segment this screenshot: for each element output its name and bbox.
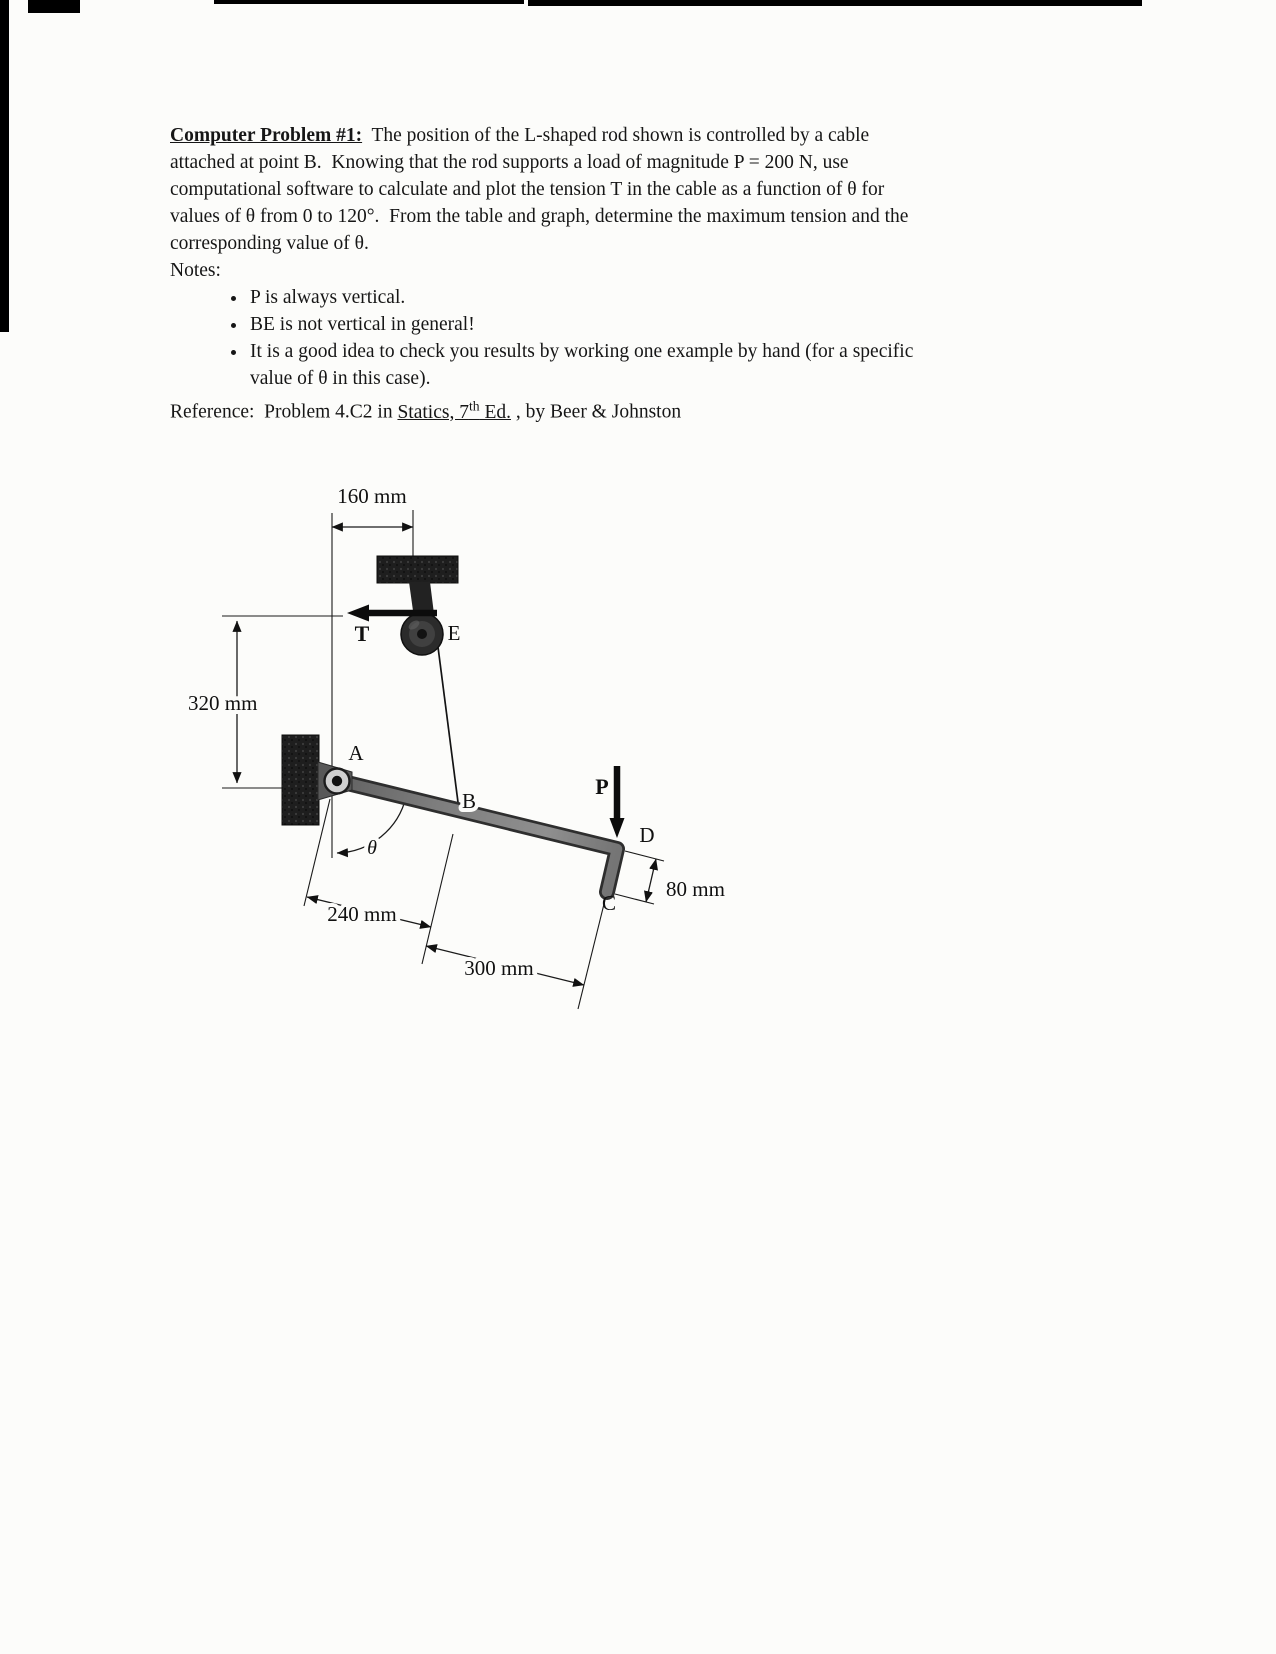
label-p: P	[595, 774, 609, 799]
label-e: E	[447, 621, 461, 645]
pulley-hub	[417, 629, 427, 639]
reference-line	[170, 392, 1070, 426]
cable	[438, 647, 459, 810]
dimension-label-240: 240 mm	[327, 902, 397, 926]
note-item: • BE is not vertical in general!	[248, 311, 1070, 338]
problem-statement	[170, 122, 1070, 426]
problem-first-line	[170, 122, 1070, 149]
label-c: C	[601, 891, 617, 915]
load-arrowhead	[610, 818, 625, 838]
scan-artifact-top-line-1	[214, 0, 524, 4]
extension-line-b	[422, 834, 453, 964]
extension-line-c	[578, 900, 605, 1009]
label-theta: θ	[367, 837, 377, 859]
problem-title: Computer Problem #1:	[170, 125, 363, 146]
wall-mount	[282, 735, 319, 825]
problem-intro-line: attached at point B. Knowing that the rod supports a load of magnitude P = 200 N, use	[170, 152, 849, 173]
notes-label: Notes:	[170, 260, 221, 281]
reference-superscript: th	[468, 398, 480, 413]
reference-prefix: Reference: Problem 4.C2 in	[170, 401, 398, 423]
tension-arrowhead	[347, 605, 369, 622]
dimension-label-80: 80 mm	[666, 877, 725, 901]
label-a: A	[348, 741, 364, 765]
problem-intro-line: computational software to calculate and plot the tension T in the cable as a function of θ for	[170, 179, 885, 200]
scan-artifact-top-line-2	[528, 0, 1142, 6]
scan-artifact-left-bar	[0, 0, 9, 332]
pivot-a-pin	[332, 776, 342, 786]
problem-intro-line: values of θ from 0 to 120°. From the table and graph, determine the maximum tension and the	[170, 206, 909, 227]
label-d: D	[639, 823, 655, 847]
dimension-label-300: 300 mm	[464, 956, 534, 980]
figure-region	[170, 460, 790, 1030]
notes-list	[170, 284, 1070, 392]
scan-artifact-top-blob	[28, 0, 80, 13]
reference-book-title: Statics, 7th Ed.	[397, 398, 511, 423]
dimension-label-320: 320 mm	[188, 691, 258, 715]
note-item: • P is always vertical.	[248, 284, 1070, 311]
problem-intro-line: corresponding value of θ.	[170, 233, 369, 254]
ceiling-mount	[377, 556, 458, 583]
label-b: B	[461, 789, 477, 813]
dimension-label-160: 160 mm	[337, 484, 407, 508]
figure-diagram	[170, 460, 790, 1030]
problem-first-line-rest: The position of the L-shaped rod shown is controlled by a cable	[362, 125, 870, 146]
note-item: • It is a good idea to check you results by working one example by hand (for a specific value of θ in this case).	[248, 338, 1070, 392]
dimension-line-80	[646, 859, 656, 902]
extension-line-80-top	[625, 851, 664, 861]
reference-suffix: , by Beer & Johnston	[511, 401, 682, 423]
label-t: T	[354, 621, 370, 646]
